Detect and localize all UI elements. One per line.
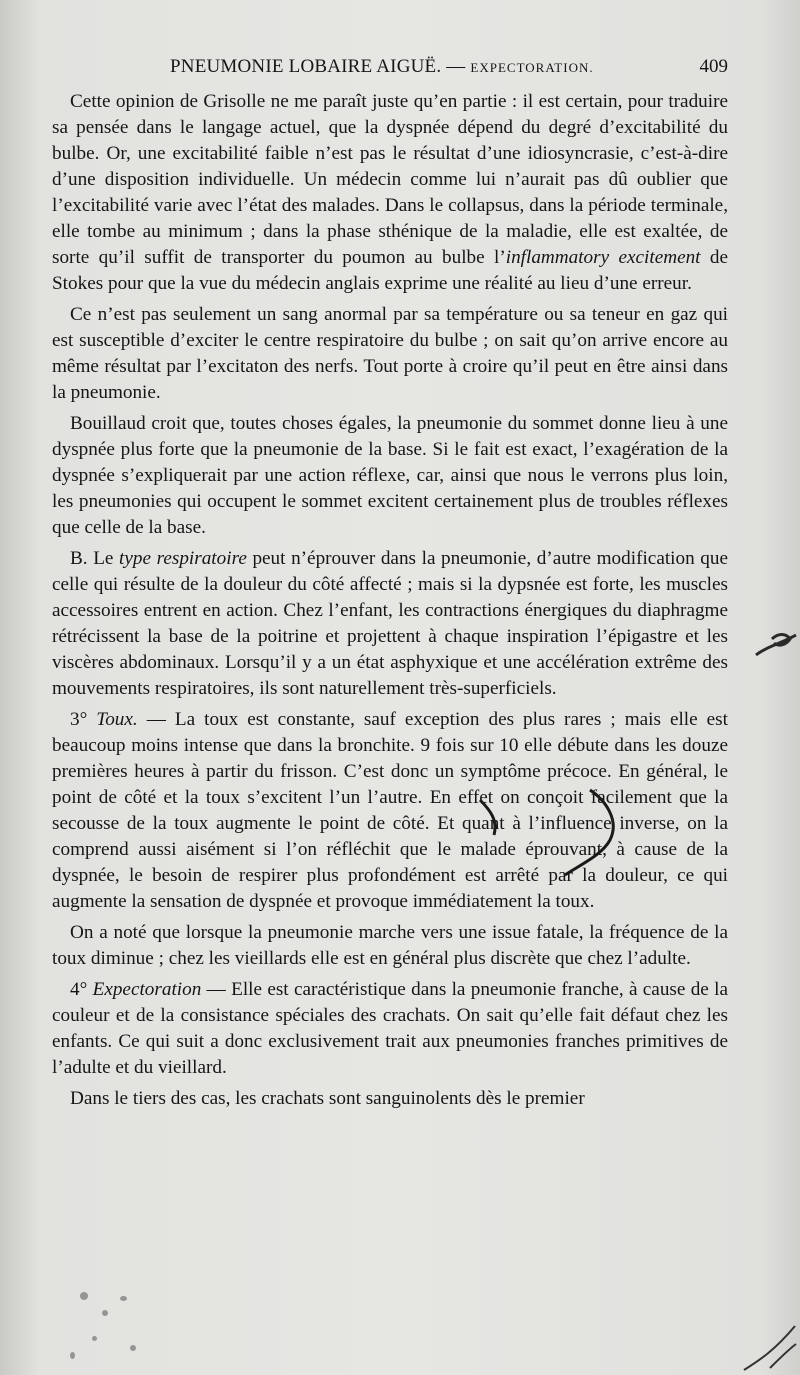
paragraph-text: Ce n’est pas seulement un sang anormal par sa température ou sa teneur en gaz qui est susceptible d’exciter le centre respiratoire du bulbe ; on sait qu’on arrive encore au même résultat par l’excitaton des nerfs. Tout porte à croire qu’il peut en être ainsi dans la pneumonie. <box>52 304 728 403</box>
stain-spot <box>120 1296 127 1301</box>
paragraph-grisolle <box>52 89 728 297</box>
section-title: EXPECTORATION. <box>470 60 594 75</box>
paragraph-text: — La toux est constante, sauf exception des plus rares ; mais elle est beaucoup moins intense que dans la bronchite. 9 fois sur 10 elle débute dans les douze premières heures à partir du frisson. C’est donc un symptôme précoce. En général, le point de côté et la toux s’excitent l’un l’autre. En effet on conçoit facilement que la secousse de la toux augmente le point de côté. Et quant à l’influence inverse, on la comprend aussi aisément si l’on réfléchit que le malade éprouvant, à cause de la dyspnée, le besoin de respirer plus profondément est arrêté par la douleur, ce qui augmente la sensation de dyspnée et provoque immédiatement la toux. <box>52 709 728 912</box>
italic-term: inflammatory excitement <box>505 247 701 268</box>
paragraph-text: Bouillaud croit que, toutes choses égales, la pneumonie du sommet donne lieu à une dyspnée plus forte que la pneumonie de la base. Si le fait est exact, l’exagération de la dyspnée s’expliquerait par une action réflexe, car, ainsi que nous le verrons plus loin, les pneumonies qui occupent le sommet excitent certainement plus de troubles réflexes que celle de la base. <box>52 413 728 538</box>
paragraph-text: 3° <box>70 709 97 730</box>
paragraph-text: B. Le <box>70 548 120 569</box>
paragraph-text: On a noté que lorsque la pneumonie marche vers une issue fatale, la fréquence de la toux diminue ; chez les vieillards elle est en général plus discrète que chez l’adulte. <box>52 922 728 969</box>
paragraph-issue-fatale <box>52 920 728 972</box>
italic-term: type respiratoire <box>119 548 247 569</box>
page-number: 409 <box>699 56 728 77</box>
italic-term: Expectoration <box>92 979 202 1000</box>
stain-spot <box>130 1345 136 1351</box>
paragraph-text: 4° <box>70 979 93 1000</box>
paragraph-text: Cette opinion de Grisolle ne me paraît juste qu’en partie : il est certain, pour traduire sa pensée dans le langage actuel, que la dyspnée dépend du degré d’excitabilité du bulbe. Or, une excitabilité faible n’est pas le résultat d’une idiosyncrasie, c’est-à-dire d’une disposition individuelle. Un médecin comme lui n’aurait pas dû oublier que l’excitabilité varie avec l’état des malades. Dans le collapsus, dans la période terminale, elle tombe au minimum ; dans la phase sthénique de la maladie, elle est exaltée, de sorte qu’il suffit de transporter du poumon au bulbe l’ <box>52 91 728 268</box>
stain-spot <box>80 1292 88 1300</box>
paragraph-bouillaud <box>52 411 728 541</box>
page-header <box>52 56 728 86</box>
paragraph-text: peut n’éprouver dans la pneumonie, d’autre modification que celle qui résulte de la douleur du côté affecté ; mais si la dypsnée est forte, les muscles accessoires entrent en action. Chez l’enfant, les contractions énergiques du diaphragme rétrécissent la base de la poitrine et projettent à chaque inspiration l’épigastre et les viscères abdominaux. Lorsqu’il y a un état asphyxique et une accélération extrême des mouvements respiratoires, ils sont naturellement très-superficiels. <box>52 548 728 699</box>
paragraph-expectoration <box>52 977 728 1081</box>
body-text <box>52 89 728 1112</box>
stain-spot <box>70 1352 75 1359</box>
ink-scribble-text <box>470 780 640 890</box>
ink-scribble-corner <box>740 1320 800 1375</box>
paragraph-text: Dans le tiers des cas, les crachats sont sanguinolents dès le premier <box>70 1088 585 1109</box>
paragraph-sang <box>52 302 728 406</box>
running-title: PNEUMONIE LOBAIRE AIGUË. — <box>170 56 466 77</box>
paragraph-type-respiratoire <box>52 546 728 702</box>
ink-scribble-margin <box>752 625 800 665</box>
stain-spot <box>102 1310 108 1316</box>
stain-spot <box>92 1336 97 1341</box>
paragraph-crachats <box>52 1086 728 1112</box>
italic-term: Toux. <box>96 709 138 730</box>
paragraph-text: — Elle est caractéristique dans la pneumonie franche, à cause de la couleur et de la consistance spéciales des crachats. On sait qu’elle fait défaut chez les enfants. Ce qui suit a donc exclusivement trait aux pneumonies franches primitives de l’adulte et du vieillard. <box>52 979 728 1078</box>
running-head <box>170 56 594 78</box>
paragraph-text: de Stokes pour que la vue du médecin anglais exprime une réalité au lieu d’une erreur. <box>52 247 729 294</box>
